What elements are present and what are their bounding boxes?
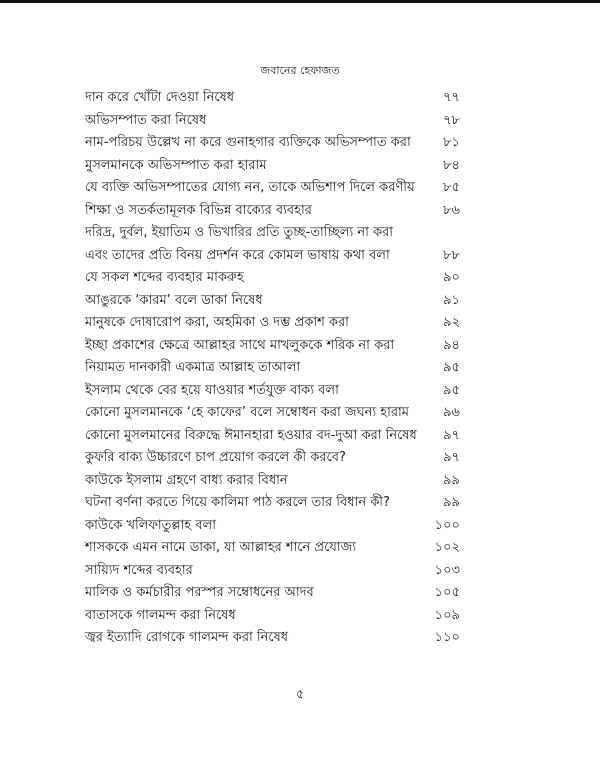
- toc-entry-page: ৭৮: [443, 112, 460, 128]
- toc-entry-title: শাসককে এমন নামে ডাকা, যা আল্লাহর শানে প্রযোজ্য: [85, 540, 357, 555]
- toc-entry-page: ৮৬: [443, 202, 460, 218]
- toc-entry-page: ৯৪: [443, 337, 460, 353]
- toc-entry-page: ৮৮: [443, 247, 460, 263]
- toc-entry: [85, 537, 460, 560]
- toc-entry: [85, 177, 460, 200]
- toc-entry: [85, 132, 460, 155]
- toc-entry: [85, 380, 460, 403]
- toc-entry: [85, 515, 460, 538]
- toc-entry-page: ১১০: [434, 630, 460, 645]
- toc-entry: [85, 627, 460, 650]
- toc-entry-title: ইসলাম থেকে বের হয়ে যাওয়ার শর্তযুক্ত বাক্য বলা: [85, 382, 339, 398]
- toc-entry-page: ৯৭: [443, 427, 460, 443]
- toc-entry: [85, 312, 460, 335]
- toc-entry: [85, 447, 460, 470]
- toc-entry-title: কাউকে ইসলাম গ্রহণে বাধ্য করার বিধান: [85, 472, 288, 488]
- toc-entry-title: আঙুরকে ‘কারম’ বলে ডাকা নিষেধ: [85, 292, 263, 308]
- page-top-border: [0, 0, 600, 3]
- toc-entry-page: ৯৭: [443, 450, 460, 465]
- toc-entry-title: ঘটনা বর্ণনা করতে গিয়ে কালিমা পাঠ করলে তার বিধান কী?: [85, 495, 390, 510]
- toc-entry: [85, 222, 460, 245]
- toc-entry-page: ১০২: [434, 540, 460, 555]
- toc-entry: [85, 245, 460, 268]
- toc-entry-page: ৯৬: [443, 405, 460, 420]
- toc-entry: [85, 470, 460, 493]
- toc-entry-page: ১০৯: [434, 607, 460, 623]
- toc-entry-title: মালিক ও কর্মচারীর পরস্পর সম্বোধনের আদব: [85, 585, 314, 600]
- toc-entry: [85, 492, 460, 515]
- toc-entry: [85, 290, 460, 313]
- toc-entry-page: ১০০: [434, 517, 460, 533]
- toc-entry: [85, 155, 460, 178]
- toc-entry: [85, 425, 460, 448]
- toc-entry-page: ৯৫: [443, 382, 460, 398]
- toc-entry-title: দরিদ্র, দুর্বল, ইয়াতিম ও ভিখারির প্রতি তুচ্ছ-তাচ্ছিল্য না করা: [85, 225, 394, 240]
- toc-entry: [85, 267, 460, 290]
- toc-entry-page: ৮১: [443, 135, 460, 150]
- toc-entry: [85, 200, 460, 223]
- toc-entry-title: মানুষকে দোষারোপ করা, অহমিকা ও দম্ভ প্রকাশ করা: [85, 315, 349, 330]
- toc-entry: [85, 335, 460, 358]
- toc-entry-title: যে সকল শব্দের ব্যবহার মাকরুহ: [85, 270, 244, 285]
- toc-entry: [85, 582, 460, 605]
- toc-entry-page: ১০৫: [434, 585, 460, 600]
- toc-entry-title: অভিসম্পাত করা নিষেধ: [85, 112, 207, 128]
- toc-entry: [85, 560, 460, 583]
- toc-entry-title: মুসলমানকে অভিসম্পাত করা হারাম: [85, 157, 267, 173]
- toc-entry-page: ১০৩: [434, 562, 460, 578]
- toc-entry-page: ৯৫: [443, 360, 460, 375]
- toc-entry: [85, 110, 460, 133]
- toc-entry: [85, 605, 460, 628]
- toc-entry-page: ৮৪: [443, 157, 460, 173]
- toc-entry-page: ৯২: [443, 315, 460, 330]
- toc-entry: [85, 402, 460, 425]
- toc-entry: [85, 87, 460, 110]
- toc-entry-page: ৯১: [443, 292, 460, 308]
- toc-entry-title: কাউকে খলিফাতুল্লাহ বলা: [85, 517, 217, 533]
- toc-entry-page: ৯৯: [443, 495, 460, 510]
- table-of-contents: [85, 87, 460, 650]
- toc-entry-title: বাতাসকে গালমন্দ করা নিষেধ: [85, 607, 236, 623]
- toc-entry: [85, 357, 460, 380]
- toc-entry-title: নাম-পরিচয় উল্লেখ না করে গুনাহগার ব্যক্তিকে অভিসম্পাত করা: [85, 135, 411, 150]
- toc-entry-page: ৮৫: [443, 180, 460, 195]
- toc-entry-title: এবং তাদের প্রতি বিনয় প্রদর্শন করে কোমল ভাষায় কথা বলা: [85, 247, 390, 263]
- toc-entry-title: নিয়ামত দানকারী একমাত্র আল্লাহ তাআলা: [85, 360, 301, 375]
- toc-entry-title: জ্বর ইত্যাদি রোগকে গালমন্দ করা নিষেধ: [85, 630, 289, 645]
- toc-entry-title: সায়্যিদ শব্দের ব্যবহার: [85, 562, 193, 578]
- toc-entry-page: ৯০: [443, 270, 460, 285]
- toc-entry-title: কোনো মুসলমানকে ‘হে কাফের’ বলে সম্বোধন করা জঘন্য হারাম: [85, 405, 409, 420]
- toc-entry-page: ৯৯: [443, 472, 460, 488]
- toc-entry-title: দান করে খোঁটা দেওয়া নিষেধ: [85, 90, 235, 105]
- page-number: ৫: [296, 687, 304, 701]
- toc-entry-title: কোনো মুসলমানের বিরুদ্ধে ঈমানহারা হওয়ার বদ-দুআ করা নিষেধ: [85, 427, 417, 443]
- toc-entry-page: ৭৭: [443, 90, 460, 105]
- running-header: জবানের হেফাজত: [260, 64, 340, 77]
- toc-entry-title: কুফরি বাক্য উচ্চারণে চাপ প্রয়োগ করলে কী করবে?: [85, 450, 346, 465]
- toc-entry-title: যে ব্যক্তি অভিসম্পাতের যোগ্য নন, তাকে অভিশাপ দিলে করণীয়: [85, 180, 415, 195]
- toc-entry-title: শিক্ষা ও সতর্কতামূলক বিভিন্ন বাক্যের ব্যবহার: [85, 202, 312, 218]
- toc-entry-title: ইচ্ছা প্রকাশের ক্ষেত্রে আল্লাহর সাথে মাখলুককে শরিক না করা: [85, 337, 395, 353]
